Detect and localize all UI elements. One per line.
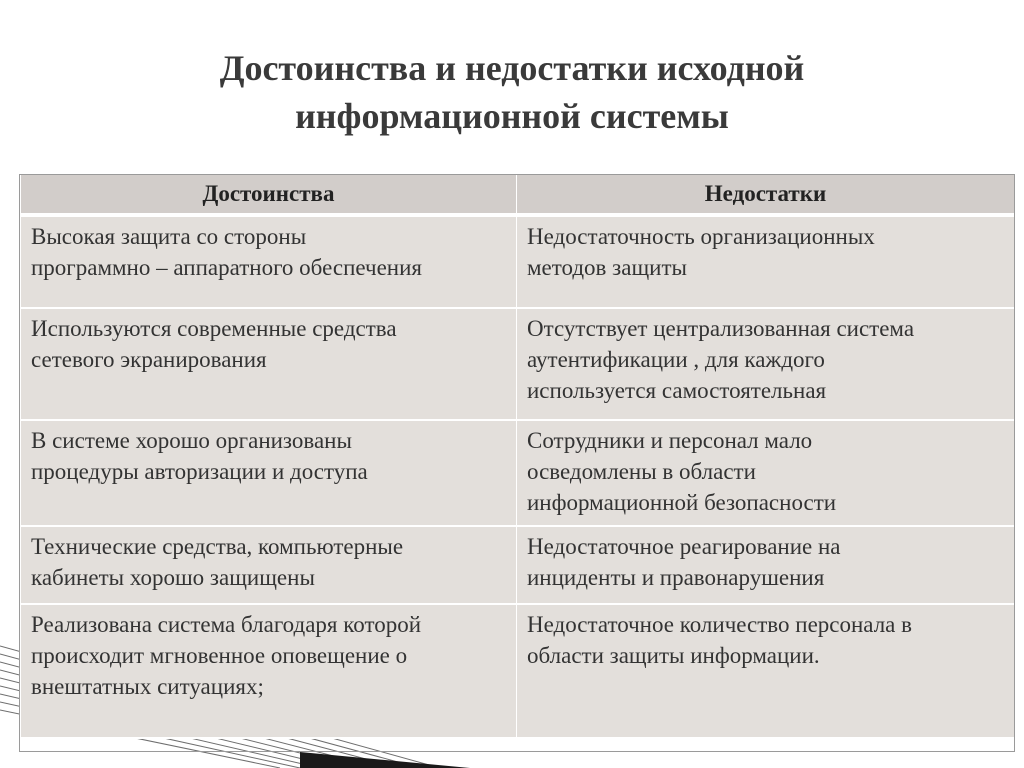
- cell-text: инциденты и правонарушения: [527, 565, 825, 590]
- advantage-cell: [21, 604, 517, 738]
- cell-text: Недостаточное реагирование на: [527, 534, 841, 559]
- advantage-cell: [21, 308, 517, 420]
- cell-text: Отсутствует централизованная система: [527, 316, 915, 341]
- cell-text: области защиты информации.: [527, 643, 820, 668]
- disadvantage-cell: [517, 215, 1015, 308]
- table-row: [21, 420, 1015, 526]
- cell-text: аутентификации , для каждого: [527, 347, 825, 372]
- title-line-1: Достоинства и недостатки исходной: [219, 48, 805, 88]
- cell-text: информационной безопасности: [527, 490, 837, 515]
- cell-text: программно – аппаратного обеспечения: [31, 255, 422, 280]
- table-row: [21, 526, 1015, 604]
- advantage-cell: [21, 526, 517, 604]
- advantage-cell: [21, 420, 517, 526]
- cell-text: Технические средства, компьютерные: [31, 534, 404, 559]
- cell-text: методов защиты: [527, 255, 687, 280]
- cell-text: Сотрудники и персонал мало: [527, 428, 813, 453]
- comparison-table: [20, 175, 1015, 739]
- advantage-cell: [21, 215, 517, 308]
- cell-text: используется самостоятельная: [527, 378, 827, 403]
- cell-text: Недостаточность организационных: [527, 224, 875, 249]
- table-row: [21, 215, 1015, 308]
- cell-text: В системе хорошо организованы: [31, 428, 352, 453]
- cell-text: кабинеты хорошо защищены: [31, 565, 315, 590]
- cell-text: сетевого экранирования: [31, 347, 267, 372]
- disadvantage-cell: [517, 420, 1015, 526]
- cell-text: внештатных ситуациях;: [31, 674, 264, 699]
- disadvantage-cell: [517, 604, 1015, 738]
- header-disadvantages: Недостатки: [517, 175, 1015, 215]
- header-advantages: Достоинства: [21, 175, 517, 215]
- table-row: [21, 604, 1015, 738]
- table-header-row: [21, 175, 1015, 215]
- cell-text: Высокая защита со стороны: [31, 224, 307, 249]
- page-title: [0, 44, 1024, 140]
- cell-text: процедуры авторизации и доступа: [31, 459, 368, 484]
- cell-text: Используются современные средства: [31, 316, 397, 341]
- cell-text: осведомлены в области: [527, 459, 756, 484]
- cell-text: происходит мгновенное оповещение о: [31, 643, 408, 668]
- disadvantage-cell: [517, 308, 1015, 420]
- title-line-2: информационной системы: [295, 96, 729, 136]
- table-row: [21, 308, 1015, 420]
- cell-text: Реализована система благодаря которой: [31, 612, 422, 637]
- cell-text: Недостаточное количество персонала в: [527, 612, 913, 637]
- disadvantage-cell: [517, 526, 1015, 604]
